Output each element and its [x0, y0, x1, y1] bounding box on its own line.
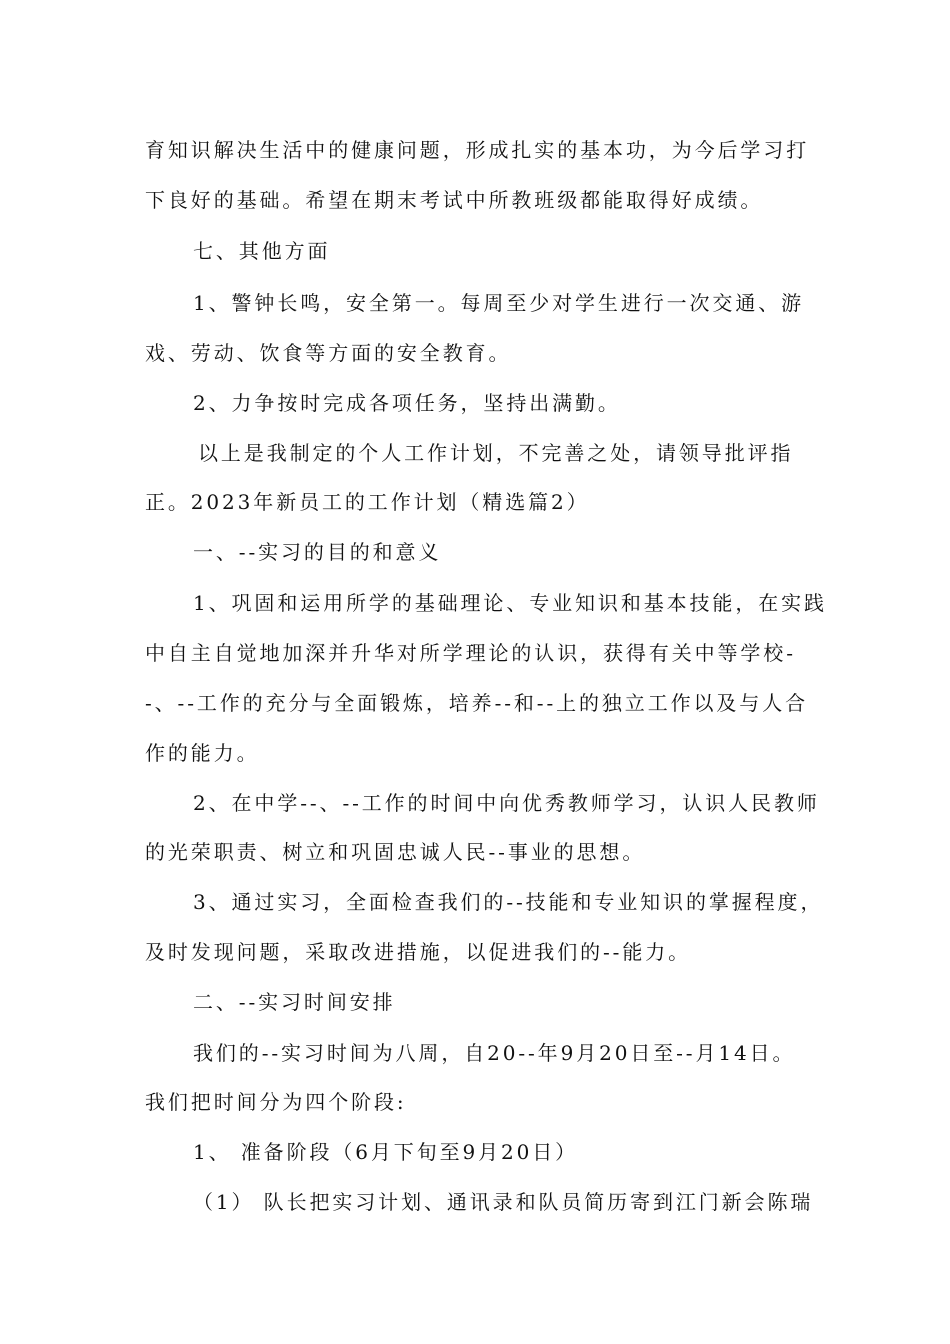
section-heading: 一、--实习的目的和意义	[193, 540, 442, 564]
text-line: 戏、劳动、饮食等方面的安全教育。	[145, 341, 512, 365]
text-line: 下良好的基础。希望在期末考试中所教班级都能取得好成绩。	[145, 188, 764, 212]
text-line: -、--工作的充分与全面锻炼，培养--和--上的独立工作以及与人合	[145, 691, 809, 715]
section-heading: 二、--实习时间安排	[193, 990, 396, 1014]
text-line: 1、警钟长鸣，安全第一。每周至少对学生进行一次交通、游	[193, 291, 805, 315]
text-line: 正。2023年新员工的工作计划（精选篇2）	[145, 490, 590, 514]
text-line: 2、在中学--、--工作的时间中向优秀教师学习，认识人民教师	[193, 791, 820, 815]
text-line: （1） 队长把实习计划、通讯录和队员简历寄到江门新会陈瑞	[193, 1190, 814, 1214]
text-line: 及时发现问题，采取改进措施，以促进我们的--能力。	[145, 940, 692, 964]
text-line: 2、力争按时完成各项任务，坚持出满勤。	[193, 391, 621, 415]
text-line: 我们把时间分为四个阶段:	[145, 1090, 407, 1114]
section-heading: 七、其他方面	[193, 239, 331, 263]
text-line: 育知识解决生活中的健康问题，形成扎实的基本功，为今后学习打	[145, 138, 810, 162]
text-line: 我们的--实习时间为八周，自20--年9月20日至--月14日。	[193, 1041, 796, 1065]
text-line: 1、巩固和运用所学的基础理论、专业知识和基本技能，在实践	[193, 591, 827, 615]
text-line: 的光荣职责、树立和巩固忠诚人民--事业的思想。	[145, 840, 646, 864]
text-line: 中自主自觉地加深并升华对所学理论的认识，获得有关中等学校-	[145, 641, 796, 665]
text-line: 以上是我制定的个人工作计划，不完善之处，请领导批评指	[198, 441, 794, 465]
text-line: 作的能力。	[145, 741, 260, 765]
text-line: 3、通过实习，全面检查我们的--技能和专业知识的掌握程度，	[193, 890, 824, 914]
text-line: 1、 准备阶段（6月下旬至9月20日）	[193, 1140, 579, 1164]
